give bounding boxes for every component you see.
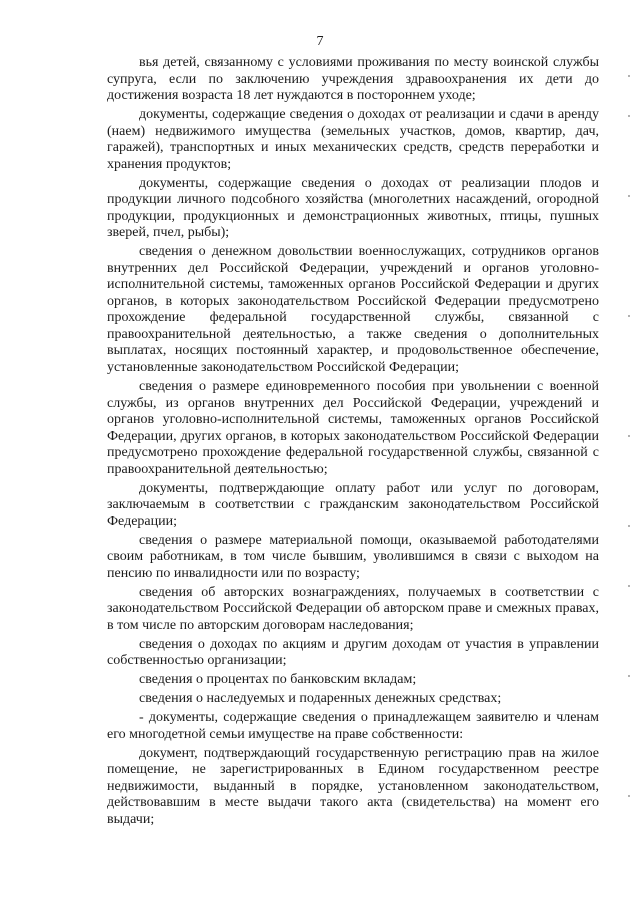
paragraph-5: сведения о размере единовременного пособия при увольнении с военной службы, из органов внутренних дел Российской Федерации, учреждений и органов уголовно-исполнительной системы, таможенных органов Российской Федерации, других органов, в которых законодательством Российской Федерации предусмотрено прохождение федеральной государственной службы, связанной с правоохранительной деятельностью; xyxy=(107,378,599,477)
paragraph-12: - документы, содержащие сведения о принадлежащем заявителю и членам его многодетной семьи имуществе на праве собственности: xyxy=(107,710,599,742)
paragraph-13: документ, подтверждающий государственную регистрацию прав на жилое помещение, не зарегистрированных в Едином государственном реестре недвижимости, выданный в порядке, установленном законодательством, действовавшим в месте выдачи такого акта (свидетельства) на момент его выдачи; xyxy=(107,745,599,827)
paragraph-1: вья детей, связанному с условиями проживания по месту воинской службы супруга, если по заключению учреждения здравоохранения их дети до достижения возраста 18 лет нуждаются в постороннем уходе; xyxy=(107,55,599,104)
page-number: 7 xyxy=(316,34,324,49)
scan-speck xyxy=(628,75,630,77)
paragraph-2: документы, содержащие сведения о доходах от реализации и сдачи в аренду (наем) недвижимого имущества (земельных участков, домов, квартир, дач, гаражей), транспортных и иных механических средств, средств переработки и хранения продуктов; xyxy=(107,107,599,172)
scan-speck xyxy=(628,435,630,437)
paragraph-10: сведения о процентах по банковским вкладам; xyxy=(139,672,417,688)
scan-speck xyxy=(628,115,630,117)
scan-speck xyxy=(628,795,630,797)
scan-speck xyxy=(628,675,630,677)
paragraph-3: документы, содержащие сведения о доходах от реализации плодов и продукции личного подсобного хозяйства (многолетних насаждений, огородной продукции, продукционных и демонстрационных животных, птицы, пушных зверей, пчел, рыбы); xyxy=(107,175,599,241)
paragraph-8: сведения об авторских вознаграждениях, получаемых в соответствии с законодательством Российской Федерации об авторском праве и смежных правах, в том числе по авторским договорам наследования; xyxy=(107,584,599,633)
scan-speck xyxy=(628,585,630,587)
paragraph-11: сведения о наследуемых и подаренных денежных средствах; xyxy=(139,691,502,707)
scan-speck xyxy=(628,525,630,527)
scan-margin-marks xyxy=(628,55,634,855)
scan-speck xyxy=(628,315,630,317)
paragraph-7: сведения о размере материальной помощи, оказываемой работодателями своим работникам, в том числе бывшим, уволившимся в связи с выходом на пенсию по инвалидности или по возрасту; xyxy=(107,532,599,581)
paragraph-4: сведения о денежном довольствии военнослужащих, сотрудников органов внутренних дел Российской Федерации, учреждений и органов уголовно-исполнительной системы, таможенных органов Российской Федерации и других органов, в которых законодательством Российской Федерации предусмотрено прохождение федеральной государственной службы, связанной с правоохранительной деятельностью, а также сведения о дополнительных выплатах, носящих постоянный характер, и продовольственное обеспечение, установленные законодательством Российской Федерации; xyxy=(107,244,599,376)
paragraph-6: документы, подтверждающие оплату работ или услуг по договорам, заключаемым в соответствии с гражданским законодательством Российской Федерации; xyxy=(107,480,599,529)
document-body xyxy=(107,55,599,831)
paragraph-9: сведения о доходах по акциям и другим доходам от участия в управлении собственностью организации; xyxy=(107,636,599,669)
scan-speck xyxy=(628,195,630,197)
